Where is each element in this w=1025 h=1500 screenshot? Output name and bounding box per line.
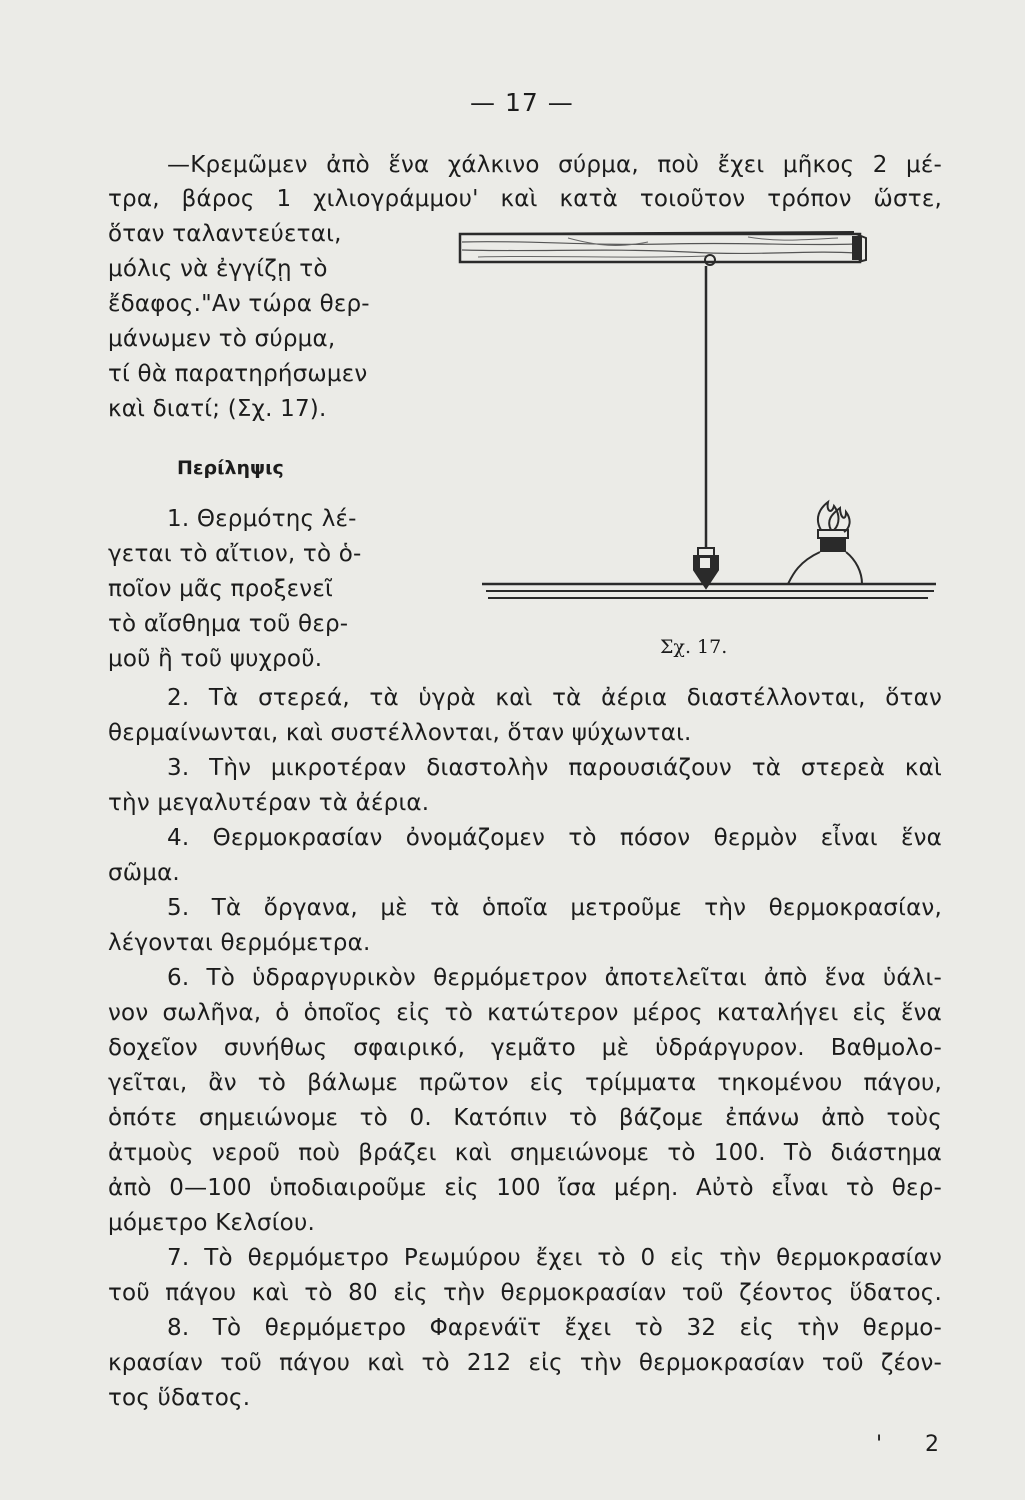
signature-mark: ' 2: [876, 1432, 958, 1457]
intro-line-3: ὅταν ταλαντεύεται,: [108, 221, 342, 247]
figure-caption: Σχ. 17.: [660, 636, 728, 658]
item8-line-2: κρασίαν τοῦ πάγου καὶ τὸ 212 εἰς τὴν θερμοκρασίαν τοῦ ζέον-: [108, 1350, 942, 1376]
item1-line-3: ποῖον μᾶς προξενεῖ: [108, 576, 333, 602]
intro-line-2: τρα, βάρος 1 χιλιογράμμου' καὶ κατὰ τοιοῦτον τρόπον ὥστε,: [108, 186, 942, 212]
pendulum-figure: [448, 222, 948, 642]
item3-line-1: 3. Τὴν μικροτέραν διαστολὴν παρουσιάζουν τὰ στερεὰ καὶ: [167, 755, 942, 781]
intro-line-1: —Κρεμῶμεν ἀπὸ ἕνα χάλκινο σύρμα, ποὺ ἔχει μῆκος 2 μέ-: [167, 152, 942, 178]
intro-line-4: μόλις νὰ ἐγγίζῃ τὸ: [108, 256, 328, 282]
item4-line-1: 4. Θερμοκρασίαν ὀνομάζομεν τὸ πόσον θερμὸν εἶναι ἕνα: [167, 825, 942, 851]
item5-line-1: 5. Τὰ ὄργανα, μὲ τὰ ὁποῖα μετροῦμε τὴν θερμοκρασίαν,: [167, 895, 942, 921]
intro-line-8: καὶ διατί; (Σχ. 17).: [108, 396, 327, 422]
item6-line-2: νον σωλῆνα, ὁ ὁποῖος εἰς τὸ κατώτερον μέρος καταλήγει εἰς ἕνα: [108, 1000, 942, 1026]
intro-line-5: ἔδαφος."Αν τώρα θερ-: [108, 291, 370, 317]
item5-line-2: λέγονται θερμόμετρα.: [108, 930, 371, 956]
item7-line-2: τοῦ πάγου καὶ τὸ 80 εἰς τὴν θερμοκρασίαν τοῦ ζέοντος ὕδατος.: [108, 1280, 942, 1306]
item1-line-4: τὸ αἴσθημα τοῦ θερ-: [108, 611, 349, 637]
intro-line-7: τί θὰ παρατηρήσωμεν: [108, 361, 368, 387]
item4-line-2: σῶμα.: [108, 860, 180, 886]
item6-line-6: ἀτμοὺς νεροῦ ποὺ βράζει καὶ σημειώνομε τὸ 100. Τὸ διάστημα: [108, 1140, 942, 1166]
item2-line-1: 2. Τὰ στερεά, τὰ ὑγρὰ καὶ τὰ ἀέρια διαστέλλονται, ὅταν: [167, 685, 942, 711]
item8-line-3: τος ὕδατος.: [108, 1385, 251, 1411]
table-surface: [482, 584, 936, 598]
pendulum-bob: [694, 548, 718, 588]
hook-ring: [705, 255, 715, 265]
item7-line-1: 7. Τὸ θερμόμετρο Ρεωμύρου ἔχει τὸ 0 εἰς τὴν θερμοκρασίαν: [167, 1245, 942, 1271]
item3-line-2: τὴν μεγαλυτέραν τὰ ἀέρια.: [108, 790, 430, 816]
summary-heading: Περίληψις: [177, 457, 284, 479]
page-number: — 17 —: [470, 88, 574, 117]
intro-line-6: μάνωμεν τὸ σύρμα,: [108, 326, 336, 352]
item6-line-8: μόμετρο Κελσίου.: [108, 1210, 315, 1236]
item1-line-1: 1. Θερμότης λέ-: [167, 506, 357, 532]
item6-line-1: 6. Τὸ ὑδραργυρικὸν θερμόμετρον ἀποτελεῖται ἀπὸ ἕνα ὑάλι-: [167, 965, 942, 991]
lamp-flame-icon: [788, 502, 862, 584]
item1-line-5: μοῦ ἢ τοῦ ψυχροῦ.: [108, 646, 323, 672]
item8-line-1: 8. Τὸ θερμόμετρο Φαρενάϊτ ἔχει τὸ 32 εἰς τὴν θερμο-: [167, 1315, 942, 1341]
wooden-beam: [460, 232, 866, 262]
item1-line-2: γεται τὸ αἴτιον, τὸ ὁ-: [108, 541, 362, 567]
item6-line-7: ἀπὸ 0—100 ὑποδιαιροῦμε εἰς 100 ἴσα μέρη. Αὐτὸ εἶναι τὸ θερ-: [108, 1175, 942, 1201]
item2-line-2: θερμαίνωνται, καὶ συστέλλονται, ὅταν ψύχωνται.: [108, 720, 692, 746]
item6-line-5: ὁπότε σημειώνομε τὸ 0. Κατόπιν τὸ βάζομε ἐπάνω ἀπὸ τοὺς: [108, 1105, 942, 1131]
item6-line-3: δοχεῖον συνήθως σφαιρικό, γεμᾶτο μὲ ὑδράργυρον. Βαθμολο-: [108, 1035, 942, 1061]
item6-line-4: γεῖται, ἂν τὸ βάλωμε πρῶτον εἰς τρίμματα τηκομένου πάγου,: [108, 1070, 942, 1096]
